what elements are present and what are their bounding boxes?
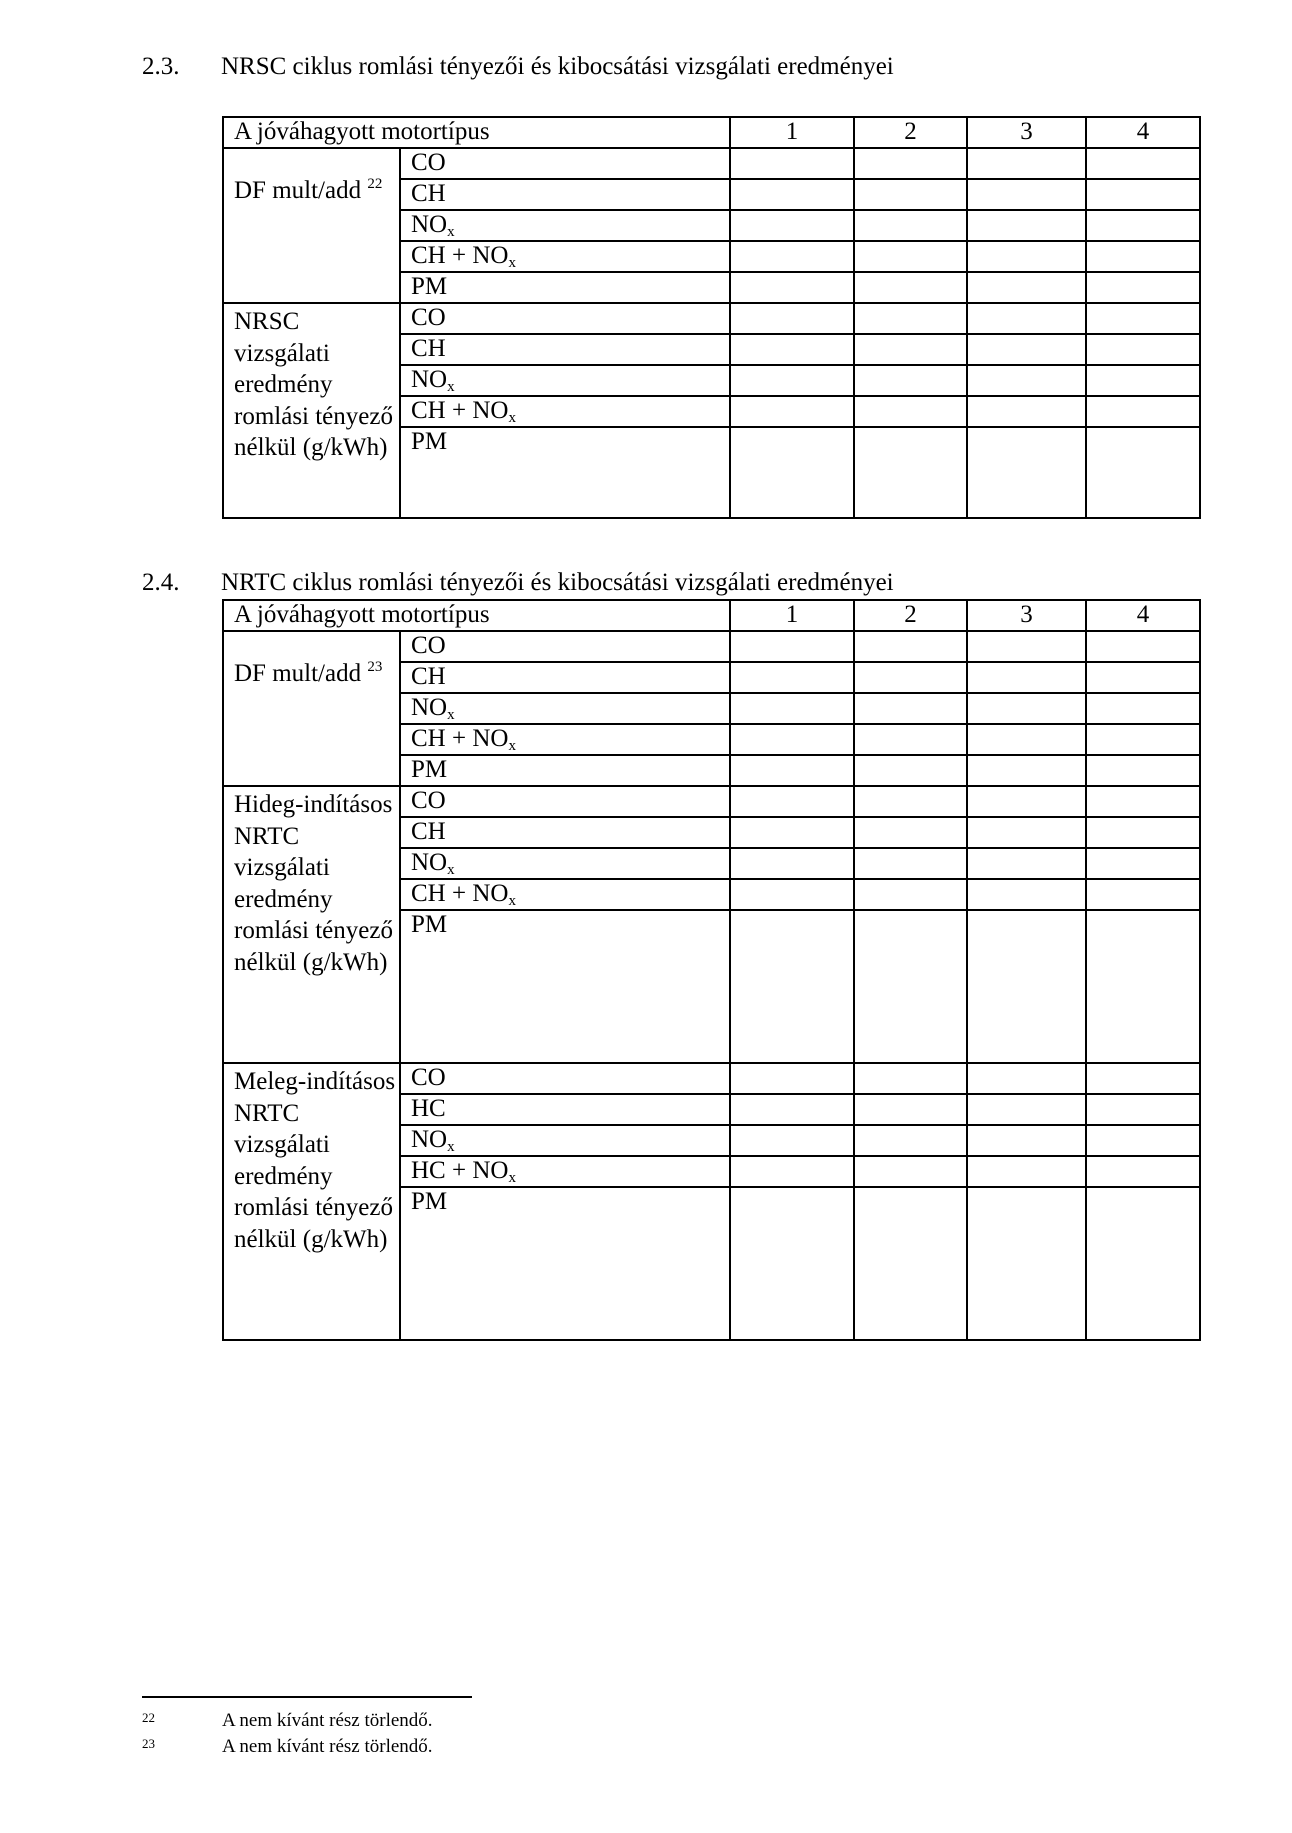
value-cell[interactable] bbox=[854, 879, 967, 910]
pollutant-label: CH + $NO_x$ bbox=[400, 879, 730, 910]
pollutant-label: CO bbox=[400, 303, 730, 334]
value-cell[interactable] bbox=[854, 631, 967, 662]
column-header-1: 1 bbox=[730, 600, 854, 631]
value-cell[interactable] bbox=[854, 272, 967, 303]
value-cell[interactable] bbox=[967, 210, 1086, 241]
table-row bbox=[223, 631, 1200, 662]
value-cell[interactable] bbox=[967, 1094, 1086, 1125]
pollutant-label: CH + $NO_x$ bbox=[400, 724, 730, 755]
pollutant-label: PM bbox=[400, 427, 730, 518]
value-cell[interactable] bbox=[730, 427, 854, 518]
footnote-ref: 22 bbox=[367, 176, 383, 192]
value-cell[interactable] bbox=[967, 631, 1086, 662]
value-cell[interactable] bbox=[967, 1187, 1086, 1340]
cold-start-group-label: Hideg-indításos NRTC vizsgálati eredmény romlási tényező nélkül (g/kWh) bbox=[223, 786, 400, 1063]
value-cell[interactable] bbox=[730, 1125, 854, 1156]
value-cell[interactable] bbox=[967, 848, 1086, 879]
value-cell[interactable] bbox=[1086, 848, 1200, 879]
pollutant-label: $NO_x$ bbox=[400, 848, 730, 879]
pollutant-label: HC + $NO_x$ bbox=[400, 1156, 730, 1187]
pollutant-label: CO bbox=[400, 631, 730, 662]
footnote-mark: 23 bbox=[142, 1736, 155, 1751]
value-cell[interactable] bbox=[967, 1125, 1086, 1156]
pollutant-label: CH bbox=[400, 817, 730, 848]
value-cell[interactable] bbox=[730, 303, 854, 334]
pollutant-label: CH bbox=[400, 662, 730, 693]
value-cell[interactable] bbox=[1086, 1063, 1200, 1094]
value-cell[interactable] bbox=[854, 1156, 967, 1187]
value-cell[interactable] bbox=[730, 755, 854, 786]
footnote-text: A nem kívánt rész törlendő. bbox=[222, 1736, 433, 1757]
pollutant-label: $NO_x$ bbox=[400, 693, 730, 724]
value-cell[interactable] bbox=[967, 272, 1086, 303]
value-cell[interactable] bbox=[967, 179, 1086, 210]
value-cell[interactable] bbox=[854, 210, 967, 241]
value-cell[interactable] bbox=[1086, 1156, 1200, 1187]
column-header-4: 4 bbox=[1086, 600, 1200, 631]
value-cell[interactable] bbox=[730, 1187, 854, 1340]
value-cell[interactable] bbox=[854, 1063, 967, 1094]
value-cell[interactable] bbox=[967, 910, 1086, 1063]
value-cell[interactable] bbox=[854, 241, 967, 272]
section-title: NRSC ciklus romlási tényezői és kibocsátási vizsgálati eredményei bbox=[221, 53, 894, 80]
value-cell[interactable] bbox=[1086, 879, 1200, 910]
value-cell[interactable] bbox=[730, 272, 854, 303]
value-cell[interactable] bbox=[730, 724, 854, 755]
nrtc-results-table bbox=[222, 599, 1201, 1341]
value-cell[interactable] bbox=[730, 1094, 854, 1125]
value-cell[interactable] bbox=[854, 1094, 967, 1125]
pollutant-label: HC bbox=[400, 1094, 730, 1125]
value-cell[interactable] bbox=[967, 427, 1086, 518]
value-cell[interactable] bbox=[854, 334, 967, 365]
value-cell[interactable] bbox=[1086, 631, 1200, 662]
value-cell[interactable] bbox=[967, 365, 1086, 396]
value-cell[interactable] bbox=[730, 1156, 854, 1187]
pollutant-label: CO bbox=[400, 148, 730, 179]
value-cell[interactable] bbox=[730, 631, 854, 662]
df-group-label bbox=[223, 148, 400, 303]
value-cell[interactable] bbox=[1086, 396, 1200, 427]
value-cell[interactable] bbox=[1086, 272, 1200, 303]
value-cell[interactable] bbox=[854, 848, 967, 879]
value-cell[interactable] bbox=[1086, 303, 1200, 334]
engine-type-label: A jóváhagyott motortípus bbox=[223, 600, 730, 631]
value-cell[interactable] bbox=[1086, 910, 1200, 1063]
value-cell[interactable] bbox=[1086, 179, 1200, 210]
section-title: NRTC ciklus romlási tényezői és kibocsátási vizsgálati eredményei bbox=[221, 569, 894, 596]
value-cell[interactable] bbox=[967, 693, 1086, 724]
value-cell[interactable] bbox=[1086, 817, 1200, 848]
value-cell[interactable] bbox=[730, 241, 854, 272]
warm-start-group-label: Meleg-indításos NRTC vizsgálati eredmény romlási tényező nélkül (g/kWh) bbox=[223, 1063, 400, 1340]
value-cell[interactable] bbox=[854, 662, 967, 693]
pollutant-label: PM bbox=[400, 272, 730, 303]
value-cell[interactable] bbox=[967, 662, 1086, 693]
section-number: 2.3. bbox=[142, 53, 180, 80]
value-cell[interactable] bbox=[730, 910, 854, 1063]
value-cell[interactable] bbox=[967, 755, 1086, 786]
footnote-text: A nem kívánt rész törlendő. bbox=[222, 1710, 433, 1731]
table-header-row bbox=[223, 600, 1200, 631]
pollutant-label: CH bbox=[400, 179, 730, 210]
value-cell[interactable] bbox=[967, 334, 1086, 365]
table-header-row bbox=[223, 117, 1200, 148]
value-cell[interactable] bbox=[730, 365, 854, 396]
pollutant-label: CO bbox=[400, 1063, 730, 1094]
df-label-text: DF mult/add bbox=[234, 660, 362, 687]
value-cell[interactable] bbox=[967, 396, 1086, 427]
value-cell[interactable] bbox=[967, 879, 1086, 910]
value-cell[interactable] bbox=[854, 910, 967, 1063]
value-cell[interactable] bbox=[730, 662, 854, 693]
column-header-4: 4 bbox=[1086, 117, 1200, 148]
table-row bbox=[223, 148, 1200, 179]
pollutant-label: $NO_x$ bbox=[400, 210, 730, 241]
engine-type-label: A jóváhagyott motortípus bbox=[223, 117, 730, 148]
value-cell[interactable] bbox=[1086, 1187, 1200, 1340]
pollutant-label: $NO_x$ bbox=[400, 365, 730, 396]
value-cell[interactable] bbox=[1086, 724, 1200, 755]
value-cell[interactable] bbox=[854, 693, 967, 724]
df-label-text: DF mult/add bbox=[234, 177, 362, 204]
footnote-ref: 23 bbox=[367, 659, 383, 675]
value-cell[interactable] bbox=[1086, 1125, 1200, 1156]
value-cell[interactable] bbox=[854, 148, 967, 179]
value-cell[interactable] bbox=[854, 179, 967, 210]
df-group-label bbox=[223, 631, 400, 786]
table-row bbox=[223, 1063, 1200, 1094]
pollutant-label: CH bbox=[400, 334, 730, 365]
value-cell[interactable] bbox=[730, 817, 854, 848]
value-cell[interactable] bbox=[967, 1156, 1086, 1187]
value-cell[interactable] bbox=[1086, 334, 1200, 365]
value-cell[interactable] bbox=[967, 1063, 1086, 1094]
column-header-1: 1 bbox=[730, 117, 854, 148]
value-cell[interactable] bbox=[1086, 662, 1200, 693]
table-row bbox=[223, 786, 1200, 817]
value-cell[interactable] bbox=[1086, 786, 1200, 817]
value-cell[interactable] bbox=[854, 724, 967, 755]
table-row bbox=[223, 303, 1200, 334]
pollutant-label: CH + $NO_x$ bbox=[400, 241, 730, 272]
value-cell[interactable] bbox=[854, 755, 967, 786]
pollutant-label: PM bbox=[400, 910, 730, 1063]
pollutant-label: CH + $NO_x$ bbox=[400, 396, 730, 427]
section-heading-2-4 bbox=[142, 568, 1142, 598]
value-cell[interactable] bbox=[854, 1125, 967, 1156]
pollutant-label: CO bbox=[400, 786, 730, 817]
footnote-mark: 22 bbox=[142, 1710, 155, 1725]
value-cell[interactable] bbox=[854, 396, 967, 427]
value-cell[interactable] bbox=[730, 396, 854, 427]
value-cell[interactable] bbox=[730, 879, 854, 910]
column-header-3: 3 bbox=[967, 600, 1086, 631]
value-cell[interactable] bbox=[1086, 148, 1200, 179]
value-cell[interactable] bbox=[1086, 210, 1200, 241]
pollutant-label: PM bbox=[400, 1187, 730, 1340]
value-cell[interactable] bbox=[967, 724, 1086, 755]
value-cell[interactable] bbox=[730, 210, 854, 241]
value-cell[interactable] bbox=[1086, 1094, 1200, 1125]
value-cell[interactable] bbox=[1086, 755, 1200, 786]
value-cell[interactable] bbox=[1086, 241, 1200, 272]
value-cell[interactable] bbox=[730, 179, 854, 210]
value-cell[interactable] bbox=[854, 427, 967, 518]
nrsc-result-group-label: NRSC vizsgálati eredmény romlási tényező nélkül (g/kWh) bbox=[223, 303, 400, 518]
value-cell[interactable] bbox=[967, 241, 1086, 272]
value-cell[interactable] bbox=[730, 693, 854, 724]
section-number: 2.4. bbox=[142, 569, 180, 596]
section-heading-2-3 bbox=[142, 52, 1142, 82]
value-cell[interactable] bbox=[730, 148, 854, 179]
value-cell[interactable] bbox=[854, 786, 967, 817]
value-cell[interactable] bbox=[730, 334, 854, 365]
value-cell[interactable] bbox=[967, 303, 1086, 334]
value-cell[interactable] bbox=[967, 817, 1086, 848]
value-cell[interactable] bbox=[854, 1187, 967, 1340]
value-cell[interactable] bbox=[854, 365, 967, 396]
value-cell[interactable] bbox=[854, 817, 967, 848]
value-cell[interactable] bbox=[967, 786, 1086, 817]
nrsc-results-table bbox=[222, 116, 1201, 519]
column-header-3: 3 bbox=[967, 117, 1086, 148]
column-header-2: 2 bbox=[854, 600, 967, 631]
footnote-divider bbox=[142, 1696, 472, 1698]
value-cell[interactable] bbox=[1086, 365, 1200, 396]
value-cell[interactable] bbox=[967, 148, 1086, 179]
value-cell[interactable] bbox=[730, 786, 854, 817]
pollutant-label: PM bbox=[400, 755, 730, 786]
column-header-2: 2 bbox=[854, 117, 967, 148]
value-cell[interactable] bbox=[730, 1063, 854, 1094]
value-cell[interactable] bbox=[1086, 693, 1200, 724]
value-cell[interactable] bbox=[730, 848, 854, 879]
pollutant-label: $NO_x$ bbox=[400, 1125, 730, 1156]
value-cell[interactable] bbox=[854, 303, 967, 334]
value-cell[interactable] bbox=[1086, 427, 1200, 518]
